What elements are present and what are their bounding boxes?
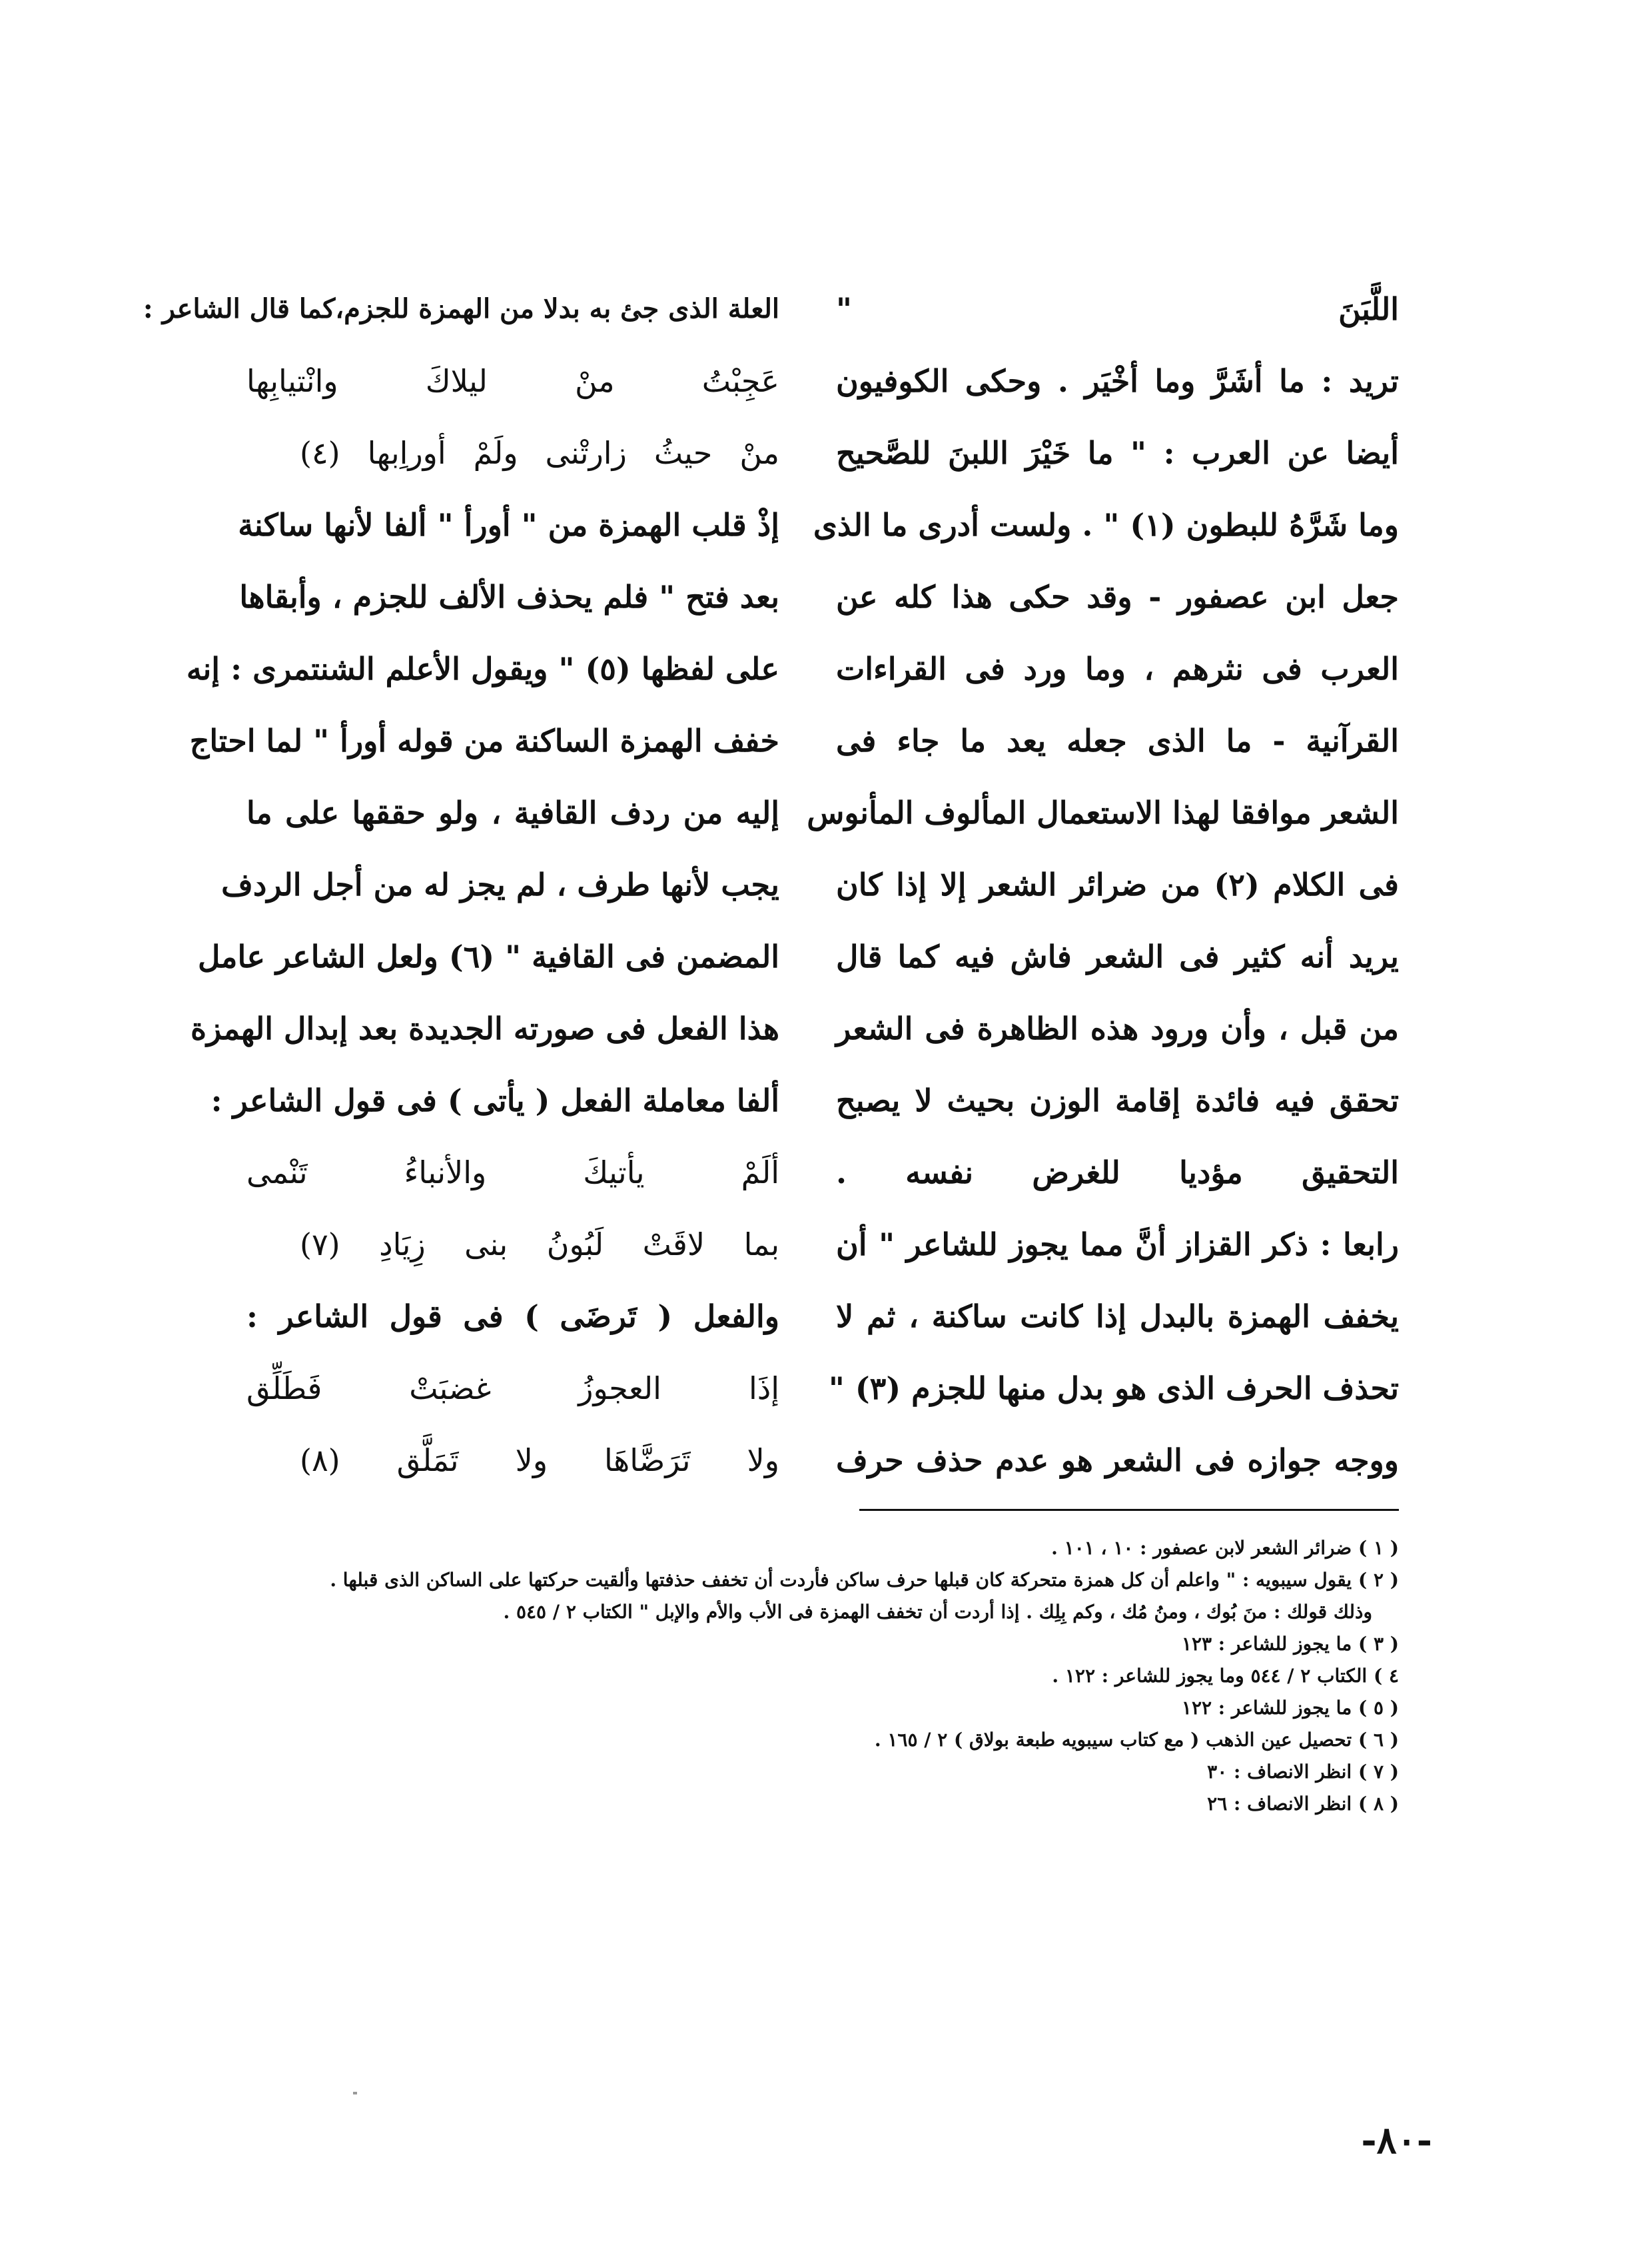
footnote: وذلك قولك : منَ بُوك ، ومنُ مُك ، وكم بِلِك . إذا أردت أن تخفف الهمزة فى الأب والأم والإبل " الكتاب ٢ / ٥٤٥ . bbox=[503, 1601, 1372, 1623]
verse-line: ألَمْ يأتيكَ والأنباءُ تَنْمى bbox=[246, 1154, 779, 1190]
footnote: ( ٣ ) ما يجوز للشاعر : ١٢٣ bbox=[1181, 1633, 1399, 1655]
footnotes bbox=[246, 1532, 1399, 1820]
text-line: العرب فى نثرهم ، وما ورد فى القراءات bbox=[836, 651, 1399, 687]
text-line: التحقيق مؤديا للغرض نفسه . bbox=[836, 1154, 1399, 1190]
footnote: ( ١ ) ضرائر الشعر لابن عصفور : ١٠ ، ١٠١ . bbox=[1051, 1537, 1399, 1559]
text-line: وما شَرَّهُ للبطون (١) " . ولست أدرى ما الذى bbox=[813, 507, 1399, 543]
footnote: ( ٨ ) انظر الانصاف : ٢٦ bbox=[1207, 1793, 1399, 1815]
text-line: العلة الذى جئ به بدلا من الهمزة للجزم،كما قال الشاعر : bbox=[143, 293, 779, 324]
right-text-column bbox=[807, 273, 1399, 1496]
text-line: ووجه جوازه فى الشعر هو عدم حذف حرف bbox=[836, 1442, 1399, 1478]
left-text-column bbox=[143, 273, 779, 1496]
scan-mark bbox=[353, 2092, 357, 2094]
verse-line: بما لاقَتْ لَبُونُ بنى زِيَادِ (٧) bbox=[300, 1226, 779, 1262]
text-line: اللَّبَنَ " bbox=[836, 291, 1399, 327]
text-line: المضمن فى القافية " (٦) ولعل الشاعر عامل bbox=[197, 939, 779, 975]
footnote: ( ٢ ) يقول سيبويه : " واعلم أن كل همزة متحركة كان قبلها حرف ساكن فأردت أن تخفف حذفتها وألقيت حركتها على الساكن الذى قبلها . bbox=[330, 1569, 1399, 1591]
footnote: ( ٧ ) انظر الانصاف : ٣٠ bbox=[1207, 1761, 1399, 1783]
text-line: خفف الهمزة الساكنة من قوله أورأ " لما احتاج bbox=[189, 723, 779, 759]
text-line: فى الكلام (٢) من ضرائر الشعر إلا إذا كان bbox=[836, 867, 1399, 903]
text-line: الشعر موافقا لهذا الاستعمال المألوف المأنوس bbox=[807, 795, 1399, 831]
text-line: يريد أنه كثير فى الشعر فاش فيه كما قال bbox=[836, 939, 1399, 975]
text-line: إذْ قلب الهمزة من " أورأ " ألفا لأنها ساكنة bbox=[238, 507, 779, 543]
text-line: القرآنية - ما الذى جعله يعد ما جاء فى bbox=[836, 723, 1399, 759]
text-line: أيضا عن العرب : " ما خَيْرَ اللبنَ للصَّحيح bbox=[836, 435, 1399, 471]
text-line: والفعل ( تَرضَى ) فى قول الشاعر : bbox=[246, 1298, 779, 1334]
text-line: ألفا معاملة الفعل ( يأتى ) فى قول الشاعر : bbox=[210, 1083, 779, 1119]
text-line: إليه من ردف القافية ، ولو حققها على ما bbox=[246, 795, 779, 831]
verse-line: منْ حيثُ زارتْنى ولَمْ أوراِبها (٤) bbox=[300, 435, 779, 471]
text-line: هذا الفعل فى صورته الجديدة بعد إبدال الهمزة bbox=[190, 1011, 779, 1047]
footnote: ( ٦ ) تحصيل عين الذهب ( مع كتاب سيبويه طبعة بولاق ) ٢ / ١٦٥ . bbox=[874, 1729, 1399, 1751]
text-line: من قبل ، وأن ورود هذه الظاهرة فى الشعر bbox=[836, 1011, 1399, 1047]
verse-line: ولا تَرَضَّاهَا ولا تَمَلَّق (٨) bbox=[300, 1442, 779, 1478]
text-line: يخفف الهمزة بالبدل إذا كانت ساكنة ، ثم لا bbox=[836, 1298, 1399, 1334]
footnote-divider bbox=[859, 1509, 1399, 1511]
footnote: ( ٥ ) ما يجوز للشاعر : ١٢٢ bbox=[1181, 1697, 1399, 1719]
footnote: ٤ ) الكتاب ٢ / ٥٤٤ وما يجوز للشاعر : ١٢٢ . bbox=[1052, 1665, 1399, 1687]
text-line: تحذف الحرف الذى هو بدل منها للجزم (٣) " bbox=[828, 1370, 1399, 1406]
text-line: على لفظها (٥) " ويقول الأعلم الشنتمرى : إنه bbox=[186, 651, 779, 687]
text-line: بعد فتح " فلم يحذف الألف للجزم ، وأبقاها bbox=[239, 579, 779, 615]
text-line: تريد : ما أشَرَّ وما أخْيَر . وحكى الكوفيون bbox=[836, 363, 1399, 399]
text-line: تحقق فيه فائدة إقامة الوزن بحيث لا يصبح bbox=[836, 1083, 1399, 1119]
verse-line: عَجِبْتُ منْ ليلاكَ وانْتيابِها bbox=[246, 363, 779, 399]
page-number: -٨٠- bbox=[1361, 2118, 1432, 2162]
verse-line: إذَا العجوزُ غضبَتْ فَطَلِّق bbox=[246, 1370, 779, 1406]
text-line: جعل ابن عصفور - وقد حكى هذا كله عن bbox=[836, 579, 1399, 615]
text-line: رابعا : ذكر القزاز أنَّ مما يجوز للشاعر " أن bbox=[836, 1226, 1399, 1262]
text-line: يجب لأنها طرف ، لم يجز له من أجل الردف bbox=[221, 867, 779, 903]
